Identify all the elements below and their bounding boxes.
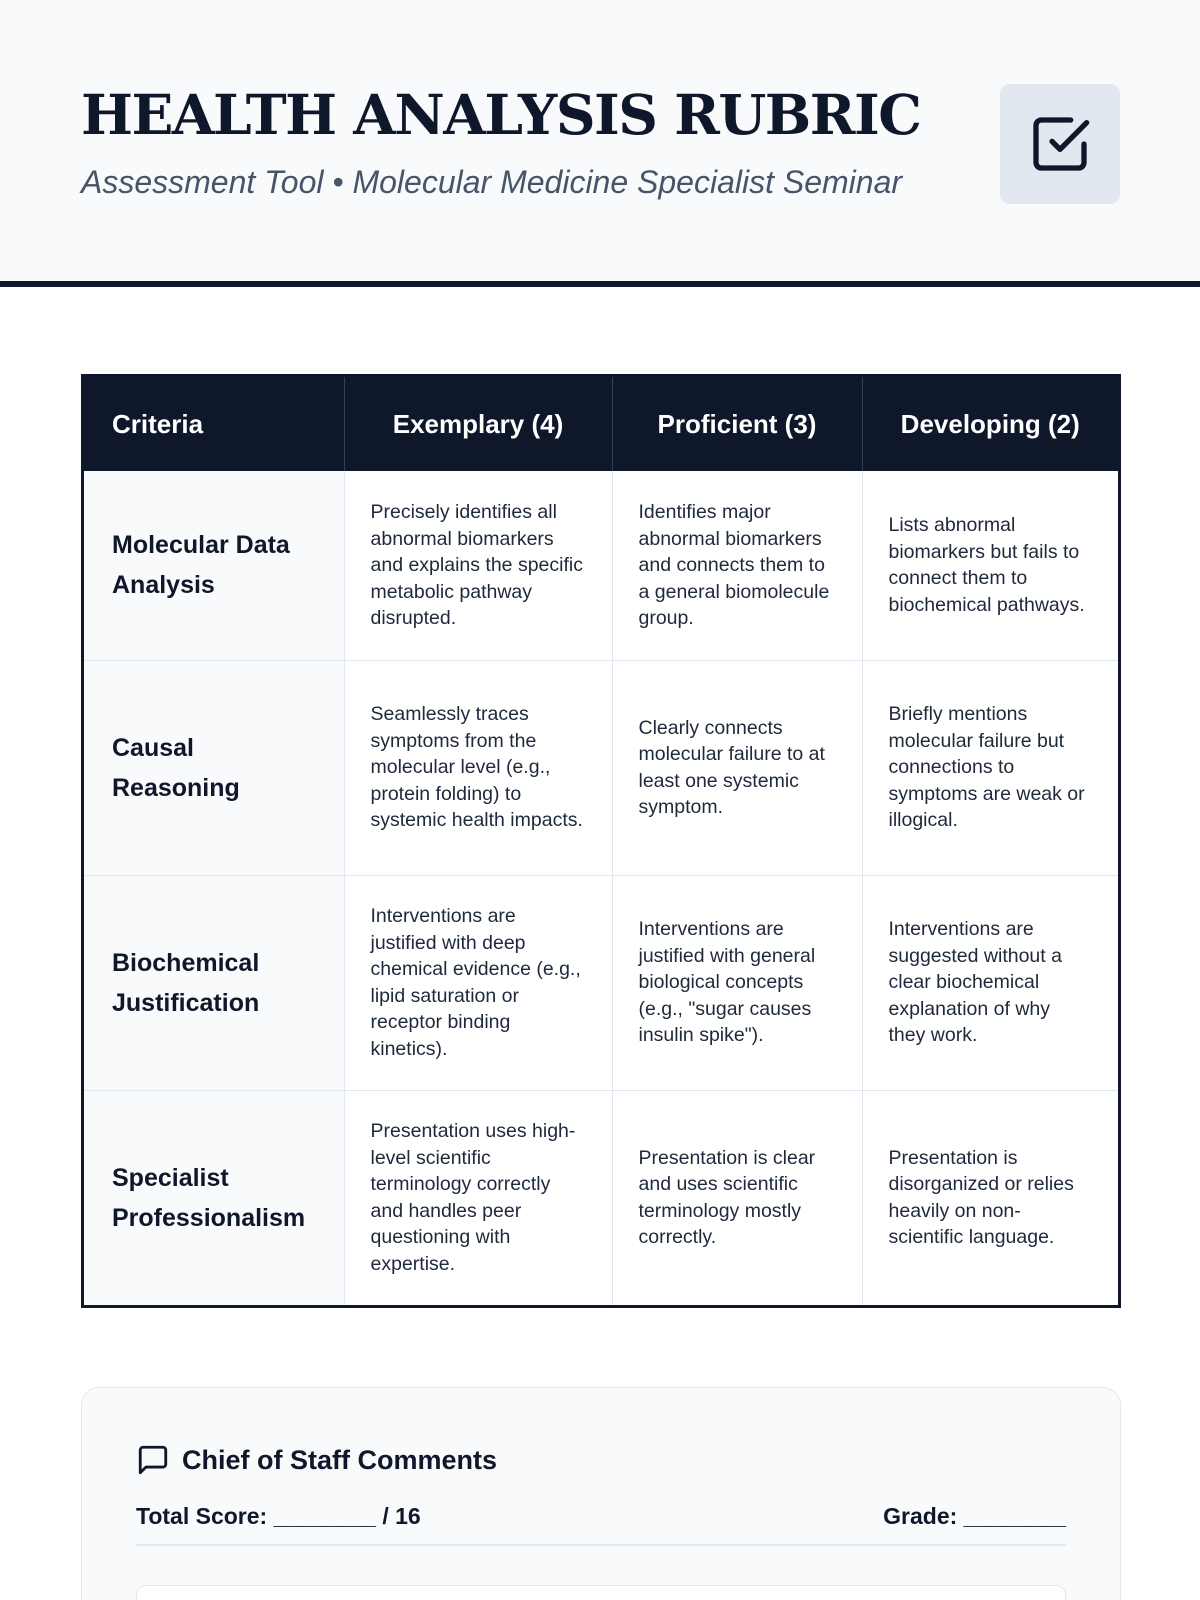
total-score-field: Total Score: ________ / 16 xyxy=(136,1503,421,1529)
rubric-table xyxy=(81,374,1121,1308)
exemplary-cell: Seamlessly traces symptoms from the molecular level (e.g., protein folding) to systemic health impacts. xyxy=(344,660,612,875)
exemplary-cell: Presentation uses high-level scientific terminology correctly and handles peer questioning with expertise. xyxy=(344,1090,612,1305)
column-header-exemplary: Exemplary (4) xyxy=(344,377,612,471)
table-row xyxy=(84,1090,1118,1305)
page-subtitle: Assessment Tool • Molecular Medicine Specialist Seminar xyxy=(81,164,903,200)
header-icon-box xyxy=(1000,84,1120,204)
column-header-proficient: Proficient (3) xyxy=(612,377,862,471)
comment-textarea[interactable] xyxy=(136,1585,1066,1600)
table-header-row xyxy=(84,377,1118,471)
header xyxy=(0,0,1200,287)
comments-title: Chief of Staff Comments xyxy=(182,1444,498,1475)
comments-heading xyxy=(136,1443,497,1477)
developing-cell: Lists abnormal biomarkers but fails to connect them to biochemical pathways. xyxy=(888,514,1085,616)
page-title: HEALTH ANALYSIS RUBRIC xyxy=(81,82,921,147)
proficient-cell: Clearly connects molecular failure to at least one systemic symptom. xyxy=(612,660,862,875)
developing-cell: Briefly mentions molecular failure but connections to symptoms are weak or illogical. xyxy=(862,660,1118,875)
checkbox-checked-icon xyxy=(1028,112,1092,176)
column-header-developing: Developing (2) xyxy=(862,377,1118,471)
proficient-cell: Identifies major abnormal biomarkers and connects them to a general biomolecule group. xyxy=(612,471,862,660)
criterion-cell: Biochemical Justification xyxy=(84,875,344,1090)
column-header-criteria: Criteria xyxy=(84,377,344,471)
proficient-cell: Presentation is clear and uses scientific terminology mostly correctly. xyxy=(612,1090,862,1305)
grade-field: Grade: ________ xyxy=(883,1503,1066,1529)
criterion-cell: Causal Reasoning xyxy=(84,660,344,875)
comments-panel xyxy=(81,1387,1121,1600)
table-row xyxy=(84,660,1118,875)
table-row xyxy=(84,471,1118,660)
message-square-icon xyxy=(136,1443,170,1477)
developing-cell: Presentation is disorganized or relies heavily on non-scientific language. xyxy=(862,1090,1118,1305)
criterion-cell: Specialist Professionalism xyxy=(84,1090,344,1305)
exemplary-cell: Precisely identifies all abnormal biomarkers and explains the specific metabolic pathway disrupted. xyxy=(344,471,612,660)
table-row xyxy=(84,875,1118,1090)
criterion-cell: Molecular Data Analysis xyxy=(84,471,344,660)
score-row xyxy=(136,1503,1066,1546)
developing-cell: Interventions are suggested without a clear biochemical explanation of why they work. xyxy=(862,875,1118,1090)
exemplary-cell: Interventions are justified with deep chemical evidence (e.g., lipid saturation or receptor binding kinetics). xyxy=(344,875,612,1090)
proficient-cell: Interventions are justified with general biological concepts (e.g., "sugar causes insulin spike"). xyxy=(612,875,862,1090)
